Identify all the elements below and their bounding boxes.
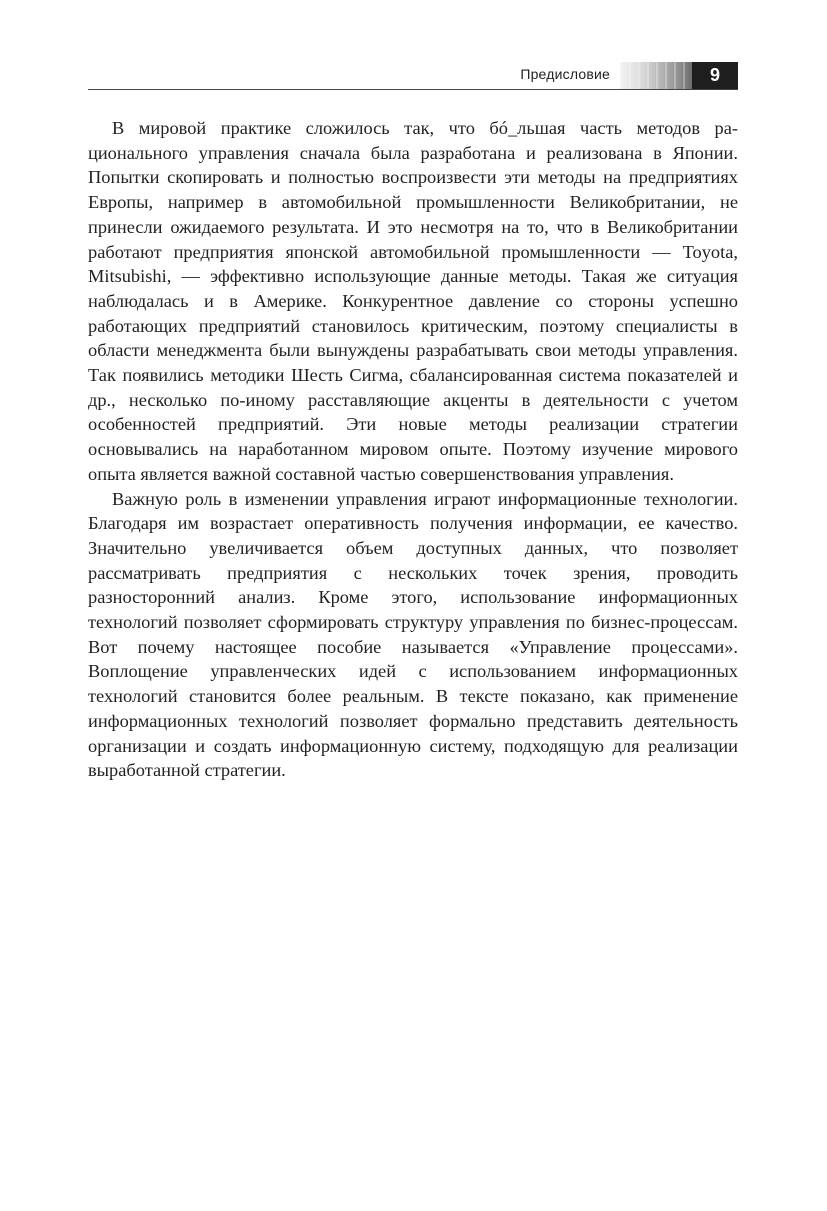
body-text (88, 116, 738, 783)
paragraph-1: В мировой практике сложилось так, что бó_льшая часть методов рационального управления сначала была разработана и реализована в Японии. Попытки скопировать и полностью воспроизвести эти методы на предприятиях Европы, например в автомобильной промышленности Великобритании, не принесли ожидаемого результата. И это несмотря на то, что в Великобритании работают предприятия японской автомобильной промышленности — Toyota, Mitsubishi, — эффективно использующие данные методы. Такая же ситуация наблюдалась и в Америке. Конкурентное давление со стороны успешно работающих предприятий становилось критическим, поэтому специалисты в области менеджмента были вынуждены разрабатывать свои методы управления. Так появились методики Шесть Сигма, сбалансированная система показателей и др., несколько по-иному расставляющие акценты в деятельности с учетом особенностей предприятий. Эти новые методы реализации стратегии основывались на наработанном мировом опыте. Поэтому изучение мирового опыта является важной составной частью совершенствования управления. (88, 118, 738, 484)
page-number: 9 (709, 65, 720, 85)
page-number-box (692, 62, 738, 89)
paragraph-2: Важную роль в изменении управления играют информационные технологии. Благодаря им возрастает оперативность получения информации, ее качество. Значительно увеличивается объем доступных данных, что позволяет рассматривать предприятия с нескольких точек зрения, проводить разносторонний анализ. Кроме этого, использование информационных технологий позволяет сформировать структуру управления по бизнес-процессам. Вот почему настоящее пособие называется «Управление процессами». Воплощение управленческих идей с использованием информационных технологий становится более реальным. В тексте показано, как применение информационных технологий позволяет формально представить деятельность организации и создать информационную систему, подходящую для реализации выработанной стратегии. (88, 488, 738, 781)
header-rule (88, 89, 738, 90)
decorative-gradient-bar (620, 62, 692, 89)
running-head (88, 62, 738, 90)
section-title: Предисловие (520, 66, 610, 82)
